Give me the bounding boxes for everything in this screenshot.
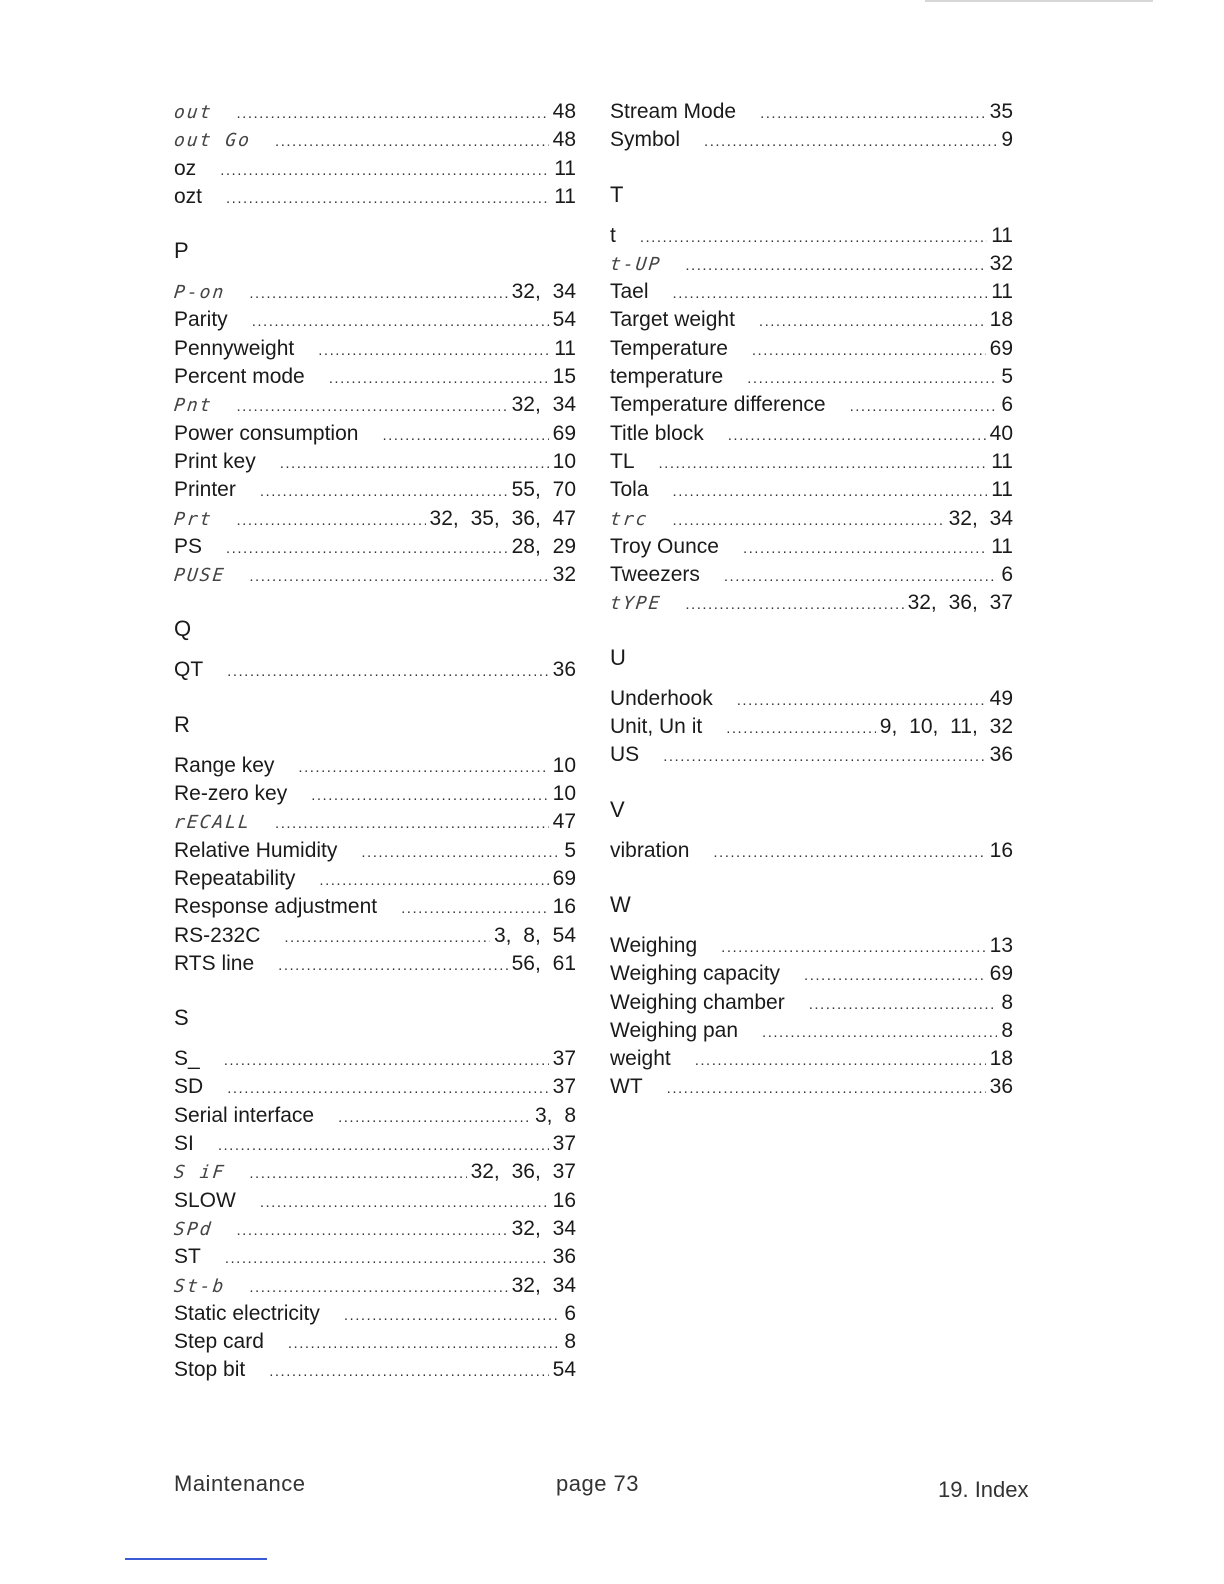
- index-term: Parity: [174, 308, 228, 332]
- index-entry-puse: [174, 561, 576, 589]
- dot-leader: [743, 535, 987, 563]
- dot-leader: [401, 895, 549, 923]
- dot-leader: [737, 687, 986, 715]
- index-term: Symbol: [610, 128, 681, 152]
- index-page-refs: 32, 35, 36, 47: [429, 506, 576, 530]
- dot-leader: [640, 224, 987, 252]
- footer-page-number: page 73: [556, 1471, 640, 1496]
- index-entry-pnt: [174, 391, 576, 419]
- index-page-refs: 32: [552, 563, 576, 587]
- dot-leader: [659, 450, 988, 478]
- index-entry-weighing-pan: [610, 1017, 1013, 1045]
- index-entry-step-card: [174, 1328, 576, 1356]
- index-page-refs: 37: [552, 1075, 576, 1099]
- index-page-refs: 47: [552, 810, 576, 834]
- index-letter-heading: P: [174, 238, 189, 264]
- index-page-refs: 5: [1001, 365, 1013, 389]
- index-page-refs: 6: [564, 1301, 576, 1325]
- dot-leader: [226, 185, 550, 213]
- index-page-refs: 3, 8, 54: [493, 923, 576, 947]
- index-entry-power-consumption: [174, 420, 576, 448]
- index-entry-temperature: [610, 335, 1013, 363]
- index-term: Prt: [172, 508, 214, 530]
- dot-leader: [227, 1075, 548, 1103]
- dot-leader: [721, 934, 985, 962]
- footer-section-title: Maintenance: [174, 1471, 306, 1496]
- dot-leader: [275, 128, 549, 156]
- index-column-left: [174, 98, 576, 1385]
- index-entry-sd: [174, 1073, 576, 1101]
- index-page-refs: 13: [989, 933, 1013, 957]
- index-term: Step card: [174, 1330, 264, 1354]
- index-term: t-UP: [608, 253, 663, 275]
- dot-leader: [225, 1245, 549, 1273]
- index-term: Weighing capacity: [610, 962, 781, 986]
- index-entry-target-weight: [610, 306, 1013, 334]
- index-entry-weight: [610, 1045, 1013, 1073]
- index-term: PS: [174, 534, 203, 558]
- index-term: Temperature difference: [610, 393, 826, 417]
- index-entry-trc: [610, 505, 1013, 533]
- index-entry-symbol: [610, 126, 1013, 154]
- index-page-refs: 28, 29: [511, 534, 576, 558]
- index-page-refs: 9: [1001, 128, 1013, 152]
- dot-leader: [850, 393, 998, 421]
- index-entry-out-go: [174, 126, 576, 154]
- index-term: Weighing: [610, 933, 698, 957]
- index-entry-tael: [610, 278, 1013, 306]
- dot-leader: [752, 337, 986, 365]
- index-term: Percent mode: [174, 365, 305, 389]
- index-page-refs: 11: [554, 184, 576, 208]
- dot-leader: [260, 478, 508, 506]
- index-entry-s-if: [174, 1158, 576, 1186]
- index-term: S iF: [172, 1162, 227, 1184]
- index-page-refs: 8: [564, 1330, 576, 1354]
- dot-leader: [685, 591, 903, 619]
- index-page-refs: 16: [552, 895, 576, 919]
- dot-leader: [382, 422, 548, 450]
- index-term: t: [610, 223, 616, 247]
- index-term: vibration: [610, 838, 690, 862]
- dot-leader: [237, 393, 508, 421]
- index-page-refs: 32, 34: [948, 506, 1013, 530]
- dot-leader: [329, 365, 549, 393]
- index-term: rECALL: [172, 812, 253, 834]
- bottom-edge-rule: [125, 1558, 267, 1560]
- index-entry-tweezers: [610, 561, 1013, 589]
- dot-leader: [762, 1019, 997, 1047]
- index-page-refs: 32, 34: [511, 1216, 576, 1240]
- dot-leader: [298, 754, 548, 782]
- index-letter-heading: U: [610, 644, 626, 670]
- index-page-refs: 8: [1001, 1018, 1013, 1042]
- footer-chapter: 19. Index: [938, 1477, 1029, 1502]
- index-entry-ps: [174, 533, 576, 561]
- index-term: Troy Ounce: [610, 534, 719, 558]
- dot-leader: [673, 280, 988, 308]
- index-term: Temperature: [610, 336, 728, 360]
- index-entry-wt: [610, 1073, 1013, 1101]
- dot-leader: [361, 839, 560, 867]
- index-term: Pennyweight: [174, 336, 295, 360]
- index-page-refs: 40: [989, 421, 1013, 445]
- dot-leader: [288, 1330, 560, 1358]
- index-entry-temperature-difference: [610, 391, 1013, 419]
- index-page-refs: 32, 34: [511, 1273, 576, 1297]
- index-page-refs: 69: [989, 962, 1013, 986]
- index-term: QT: [174, 658, 204, 682]
- index-term: Stream Mode: [610, 100, 737, 123]
- index-entry-slow: [174, 1187, 576, 1215]
- index-page-refs: 9, 10, 11, 32: [879, 715, 1013, 739]
- index-entry-rs-232c: [174, 922, 576, 950]
- index-page-refs: 54: [552, 1358, 576, 1382]
- index-entry-parity: [174, 306, 576, 334]
- dot-leader: [728, 422, 986, 450]
- dot-leader: [338, 1104, 531, 1132]
- dot-leader: [218, 1132, 549, 1160]
- dot-leader: [280, 450, 549, 478]
- dot-leader: [237, 507, 426, 535]
- index-page-refs: 55, 70: [511, 478, 576, 502]
- index-term: Power consumption: [174, 421, 359, 445]
- dot-leader: [226, 535, 508, 563]
- index-term: Range key: [174, 753, 275, 777]
- index-entry-stream-mode: [610, 98, 1013, 126]
- dot-leader: [224, 1047, 549, 1075]
- index-term: Serial interface: [174, 1103, 315, 1127]
- index-entry-st: [174, 1243, 576, 1271]
- index-page-refs: 32, 34: [511, 393, 576, 417]
- index-entry-rts-line: [174, 950, 576, 978]
- index-entry-si: [174, 1130, 576, 1158]
- dot-leader: [759, 308, 986, 336]
- index-page-refs: 3, 8: [534, 1103, 576, 1127]
- index-term: Re-zero key: [174, 782, 288, 806]
- dot-leader: [685, 252, 985, 280]
- index-term: Target weight: [610, 308, 735, 332]
- index-term: Relative Humidity: [174, 838, 338, 862]
- dot-leader: [284, 924, 490, 952]
- index-term: US: [610, 743, 640, 767]
- index-entry-t: [610, 222, 1013, 250]
- index-page-refs: 54: [552, 308, 576, 332]
- index-entry-range-key: [174, 752, 576, 780]
- dot-leader: [726, 715, 876, 743]
- index-page-refs: 37: [552, 1132, 576, 1156]
- index-term: SPd: [172, 1218, 214, 1240]
- index-page-refs: 56, 61: [511, 951, 576, 975]
- index-page-refs: 15: [552, 365, 576, 389]
- dot-leader: [260, 1189, 549, 1217]
- index-page-refs: 10: [552, 753, 576, 777]
- index-term: St-b: [172, 1275, 227, 1297]
- index-entry-relative-humidity: [174, 837, 576, 865]
- index-page-refs: 32: [989, 251, 1013, 275]
- index-page-refs: 49: [989, 686, 1013, 710]
- index-entry-oz: [174, 155, 576, 183]
- index-page-refs: 35: [989, 100, 1013, 123]
- index-entry-p-on: [174, 278, 576, 306]
- dot-leader: [237, 1217, 508, 1245]
- dot-leader: [704, 128, 997, 156]
- index-page-refs: 5: [564, 838, 576, 862]
- index-page-refs: 48: [552, 100, 576, 123]
- index-entry-vibration: [610, 837, 1013, 865]
- index-term: trc: [608, 508, 650, 530]
- index-column-right: [610, 98, 1013, 1102]
- index-letter-heading: Q: [174, 616, 192, 642]
- index-page-refs: 69: [989, 336, 1013, 360]
- dot-leader: [249, 1160, 466, 1188]
- index-entry-us: [610, 741, 1013, 769]
- dot-leader: [227, 658, 548, 686]
- dot-leader: [809, 991, 998, 1019]
- top-edge-rule: [925, 0, 1153, 2]
- index-entry-weighing-capacity: [610, 960, 1013, 988]
- index-page-refs: 69: [552, 866, 576, 890]
- index-term: Tweezers: [610, 563, 700, 587]
- dot-leader: [747, 365, 997, 393]
- index-entry-serial-interface: [174, 1102, 576, 1130]
- index-term: out: [172, 102, 214, 123]
- index-term: TL: [610, 449, 635, 473]
- index-entry-unit-un-it: [610, 713, 1013, 741]
- index-term: Static electricity: [174, 1301, 320, 1325]
- dot-leader: [278, 952, 507, 980]
- index-page-refs: 36: [552, 658, 576, 682]
- index-page-refs: 36: [989, 743, 1013, 767]
- index-entry-static-electricity: [174, 1300, 576, 1328]
- index-entry-tola: [610, 476, 1013, 504]
- index-entry-qt: [174, 656, 576, 684]
- dot-leader: [237, 100, 549, 128]
- index-page-refs: 11: [991, 449, 1013, 473]
- dot-leader: [275, 810, 549, 838]
- index-page-refs: 10: [552, 449, 576, 473]
- index-page-refs: 18: [989, 1047, 1013, 1071]
- index-term: Underhook: [610, 686, 713, 710]
- index-entry-weighing-chamber: [610, 989, 1013, 1017]
- dot-leader: [724, 563, 997, 591]
- index-entry-recall: [174, 808, 576, 836]
- index-page-refs: 6: [1001, 393, 1013, 417]
- index-page-refs: 36: [552, 1245, 576, 1269]
- index-term: temperature: [610, 365, 724, 389]
- index-term: Tola: [610, 478, 649, 502]
- index-term: Stop bit: [174, 1358, 246, 1382]
- index-term: out Go: [172, 130, 253, 152]
- index-page-refs: 16: [989, 838, 1013, 862]
- index-entry-s: [174, 1045, 576, 1073]
- index-term: PUSE: [172, 565, 227, 587]
- index-term: Pnt: [172, 395, 214, 417]
- index-letter-heading: T: [610, 181, 624, 207]
- index-term: oz: [174, 156, 197, 180]
- index-entry-print-key: [174, 448, 576, 476]
- dot-leader: [311, 782, 548, 810]
- index-letter-heading: W: [610, 891, 631, 917]
- index-page-refs: 8: [1001, 990, 1013, 1014]
- index-term: tYPE: [608, 593, 663, 615]
- index-entry-ozt: [174, 183, 576, 211]
- index-term: Print key: [174, 449, 256, 473]
- index-term: SI: [174, 1132, 194, 1156]
- index-term: Weighing chamber: [610, 990, 785, 1014]
- dot-leader: [318, 337, 550, 365]
- index-term: Title block: [610, 421, 704, 445]
- dot-leader: [220, 157, 550, 185]
- index-term: Unit, Un it: [610, 715, 703, 739]
- index-letter-heading: S: [174, 1005, 189, 1031]
- index-page-refs: 37: [552, 1047, 576, 1071]
- dot-leader: [695, 1047, 986, 1075]
- index-entry-type: [610, 589, 1013, 617]
- dot-leader: [269, 1358, 548, 1386]
- index-page-refs: 11: [554, 156, 576, 180]
- index-entry-st-b: [174, 1272, 576, 1300]
- dot-leader: [252, 308, 549, 336]
- index-page-refs: 11: [554, 336, 576, 360]
- index-page-refs: 11: [991, 223, 1013, 247]
- index-page-refs: 36: [989, 1075, 1013, 1099]
- dot-leader: [663, 743, 985, 771]
- index-page-refs: 32, 36, 37: [470, 1160, 576, 1184]
- index-entry-spd: [174, 1215, 576, 1243]
- dot-leader: [667, 1075, 986, 1103]
- index-letter-heading: R: [174, 711, 190, 737]
- index-term: Response adjustment: [174, 895, 378, 919]
- index-page-refs: 69: [552, 421, 576, 445]
- index-entry-title-block: [610, 420, 1013, 448]
- index-entry-out: [174, 98, 576, 126]
- dot-leader: [713, 839, 985, 867]
- dot-leader: [319, 867, 548, 895]
- index-entry-stop-bit: [174, 1356, 576, 1384]
- index-page-refs: 6: [1001, 563, 1013, 587]
- index-term: P-on: [172, 282, 227, 304]
- index-entry-prt: [174, 505, 576, 533]
- index-entry-weighing: [610, 932, 1013, 960]
- index-page-refs: 48: [552, 128, 576, 152]
- index-entry-underhook: [610, 685, 1013, 713]
- dot-leader: [249, 1274, 507, 1302]
- index-term: Tael: [610, 280, 649, 304]
- index-term: SD: [174, 1075, 204, 1099]
- index-term: weight: [610, 1047, 671, 1071]
- dot-leader: [673, 507, 945, 535]
- index-page-refs: 32, 36, 37: [907, 591, 1013, 615]
- index-page-refs: 18: [989, 308, 1013, 332]
- dot-leader: [804, 962, 986, 990]
- dot-leader: [249, 563, 548, 591]
- index-term: SLOW: [174, 1188, 236, 1212]
- index-term: Printer: [174, 478, 236, 502]
- dot-leader: [249, 280, 507, 308]
- index-entry-t-up: [610, 250, 1013, 278]
- index-page-refs: 11: [991, 534, 1013, 558]
- index-page-refs: 11: [991, 280, 1013, 304]
- index-page-refs: 10: [552, 782, 576, 806]
- index-entry-troy-ounce: [610, 533, 1013, 561]
- index-page-refs: 16: [552, 1188, 576, 1212]
- index-term: Weighing pan: [610, 1018, 739, 1042]
- index-term: WT: [610, 1075, 643, 1099]
- index-letter-heading: V: [610, 796, 625, 822]
- index-term: S_: [174, 1047, 200, 1071]
- index-page-refs: 11: [991, 478, 1013, 502]
- index-term: Repeatability: [174, 866, 296, 890]
- index-entry-pennyweight: [174, 335, 576, 363]
- index-entry-tl: [610, 448, 1013, 476]
- index-term: ozt: [174, 184, 203, 208]
- index-term: RS-232C: [174, 923, 261, 947]
- index-entry-response-adjustment: [174, 893, 576, 921]
- dot-leader: [344, 1302, 560, 1330]
- index-entry-printer: [174, 476, 576, 504]
- index-page-refs: 32, 34: [511, 280, 576, 304]
- index-entry-temperature: [610, 363, 1013, 391]
- index-entry-repeatability: [174, 865, 576, 893]
- index-entry-percent-mode: [174, 363, 576, 391]
- dot-leader: [760, 100, 986, 128]
- dot-leader: [673, 478, 988, 506]
- index-term: ST: [174, 1245, 201, 1269]
- index-entry-re-zero-key: [174, 780, 576, 808]
- index-term: RTS line: [174, 951, 255, 975]
